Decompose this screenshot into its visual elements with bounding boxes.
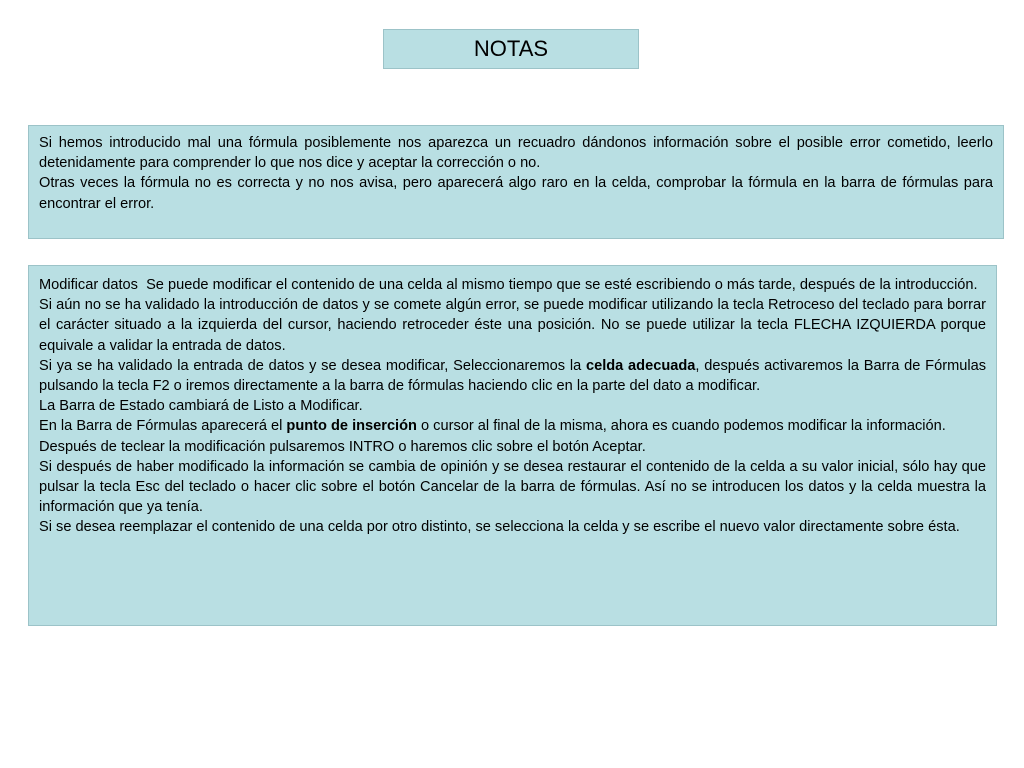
note-paragraph: Si después de haber modificado la información se cambia de opinión y se desea restaurar el contenido de la celda a su valor inicial, sólo hay que pulsar la tecla Esc del teclado o hacer clic sobre el botón Cancelar de la barra de fórmulas. Así no se introducen los datos y la celda muestra la información que ya tenía. (39, 458, 986, 516)
note-paragraph (39, 356, 986, 396)
text-run: o cursor al final de la misma, ahora es cuando podemos modificar la información. (416, 418, 946, 435)
text-run: Si ya se ha validado la entrada de datos y se desea modificar, Seleccionaremos la (39, 357, 586, 374)
note-paragraph: Después de teclear la modificación pulsaremos INTRO o haremos clic sobre el botón Aceptar. (39, 438, 646, 455)
note-box-formula-errors (28, 125, 1004, 239)
bold-term-celda-adecuada: celda adecuada (585, 357, 696, 374)
note-paragraph: Otras veces la fórmula no es correcta y no nos avisa, pero aparecerá algo raro en la celda, comprobar la fórmula en la barra de fórmulas para encontrar el error. (39, 175, 993, 212)
note-paragraph: Si hemos introducido mal una fórmula posiblemente nos aparezca un recuadro dándonos información sobre el posible error cometido, leerlo detenidamente para comprender lo que nos dice y aceptar la corrección o no. (39, 135, 993, 172)
note-paragraph (39, 416, 986, 436)
text-run: En la Barra de Fórmulas aparecerá el (39, 418, 287, 435)
text-run: , después activaremos la Barra de Fórmulas pulsando la tecla F2 o iremos directamente a la barra de fórmulas haciendo clic en la parte del dato a modificar. (39, 357, 987, 395)
note-paragraph: Modificar datos Se puede modificar el contenido de una celda al mismo tiempo que se esté escribiendo o más tarde, después de la introducción. (39, 277, 978, 293)
bold-term-punto-de-insercion: punto de inserción (286, 418, 417, 435)
note-paragraph: Si se desea reemplazar el contenido de una celda por otro distinto, se selecciona la celda y se escribe el nuevo valor directamente sobre ésta. (39, 519, 960, 536)
page-title-box (383, 29, 639, 69)
note-paragraph: La Barra de Estado cambiará de Listo a Modificar. (39, 398, 363, 415)
page-title: NOTAS (473, 36, 549, 61)
note-box-modify-data (28, 265, 997, 626)
note-paragraph: Si aún no se ha validado la introducción de datos y se comete algún error, se puede modificar utilizando la tecla Retroceso del teclado para borrar el carácter situado a la izquierda del cursor, haciendo retroceder éste una posición. No se puede utilizar la tecla FLECHA IZQUIERDA porque equivale a validar la entrada de datos. (39, 297, 986, 354)
